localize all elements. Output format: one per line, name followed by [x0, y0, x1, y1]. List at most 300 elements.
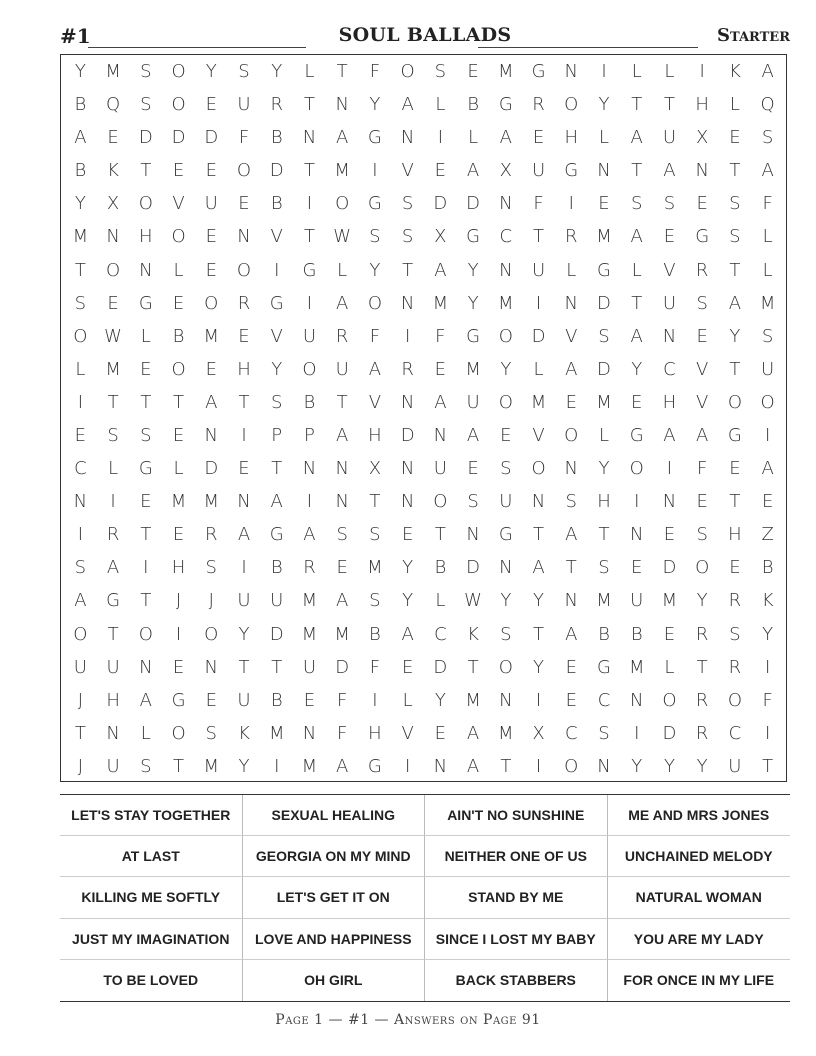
grid-letter: Q — [106, 94, 121, 116]
grid-letter: T — [762, 755, 774, 777]
grid-letter: M — [72, 226, 89, 248]
grid-letter: U — [531, 160, 546, 182]
grid-letter: Y — [696, 755, 708, 777]
grid-letter: N — [400, 458, 415, 480]
grid-letter: A — [336, 755, 349, 777]
grid-letter: O — [564, 94, 579, 116]
grid-letter: J — [77, 755, 84, 777]
grid-letter: S — [369, 590, 381, 612]
grid-letter: E — [205, 226, 217, 248]
word-list — [60, 794, 790, 1002]
grid-letter: I — [175, 623, 182, 645]
grid-letter: A — [401, 623, 414, 645]
grid-letter: R — [270, 94, 283, 116]
grid-letter: A — [106, 557, 120, 579]
grid-letter: N — [335, 458, 349, 480]
grid-letter: A — [663, 425, 676, 447]
grid-letter: U — [106, 755, 120, 777]
grid-letter: O — [564, 755, 579, 777]
grid-letter: S — [205, 557, 217, 579]
grid-letter: T — [303, 226, 315, 248]
grid-letter: B — [270, 689, 283, 711]
grid-letter: M — [268, 722, 285, 744]
header-rule-right — [478, 47, 698, 48]
grid-letter: G — [498, 524, 513, 546]
grid-letter: A — [434, 259, 447, 281]
grid-letter: V — [368, 391, 382, 413]
grid-letter: V — [270, 226, 283, 248]
grid-letter: L — [173, 259, 184, 281]
grid-letter: U — [237, 590, 251, 612]
grid-letter: D — [204, 458, 219, 480]
grid-letter: Y — [402, 557, 414, 579]
grid-letter: L — [729, 94, 740, 116]
grid-letter: N — [400, 391, 415, 413]
grid-letter: C — [728, 722, 742, 744]
grid-letter: Y — [533, 656, 545, 678]
grid-letter: M — [465, 689, 481, 711]
word-list-item: BACK STABBERS — [425, 960, 608, 1001]
grid-letter: W — [464, 590, 482, 612]
grid-letter: R — [695, 722, 709, 744]
grid-letter: U — [531, 259, 546, 281]
grid-letter: E — [696, 193, 708, 215]
grid-letter: N — [400, 292, 415, 314]
grid-letter: N — [466, 524, 480, 546]
grid-letter: P — [304, 425, 315, 447]
grid-letter: M — [628, 656, 645, 678]
grid-letter: S — [729, 193, 741, 215]
word-list-item: FOR ONCE IN MY LIFE — [623, 972, 775, 989]
grid-letter: J — [77, 689, 84, 711]
grid-letter: S — [140, 425, 152, 447]
grid-letter: E — [238, 325, 250, 347]
grid-letter: T — [238, 391, 250, 413]
grid-letter: S — [205, 722, 217, 744]
grid-letter: T — [173, 755, 185, 777]
grid-letter: N — [597, 160, 611, 182]
grid-letter: E — [205, 689, 217, 711]
grid-letter: T — [729, 491, 741, 513]
grid-letter: U — [204, 193, 218, 215]
word-list-item: YOU ARE MY LADY — [608, 919, 791, 960]
grid-letter: N — [531, 491, 546, 513]
grid-letter: V — [270, 325, 283, 347]
grid-letter: T — [565, 557, 577, 579]
grid-letter: E — [663, 524, 676, 546]
grid-letter: F — [762, 193, 773, 215]
grid-letter: T — [533, 524, 545, 546]
grid-letter: E — [205, 94, 217, 116]
grid-letter: I — [568, 193, 574, 215]
grid-letter: C — [597, 689, 611, 711]
grid-letter: K — [761, 590, 774, 612]
grid-letter: U — [335, 358, 349, 380]
grid-letter: O — [236, 259, 252, 281]
grid-letter: E — [565, 689, 577, 711]
grid-letter: S — [238, 61, 250, 83]
grid-letter: T — [173, 391, 185, 413]
grid-letter: Y — [696, 590, 708, 612]
grid-letter: G — [106, 590, 121, 612]
grid-letter: F — [696, 458, 708, 480]
grid-letter: N — [302, 458, 317, 480]
grid-letter: N — [564, 292, 578, 314]
grid-letter: O — [204, 623, 219, 645]
grid-letter: L — [631, 61, 642, 83]
grid-letter: X — [532, 722, 545, 744]
grid-letter: G — [138, 292, 153, 314]
grid-letter: S — [565, 491, 577, 513]
grid-letter: O — [564, 425, 579, 447]
grid-letter: T — [533, 623, 545, 645]
grid-letter: N — [302, 722, 317, 744]
grid-letter: V — [663, 259, 676, 281]
grid-letter: F — [336, 689, 348, 711]
grid-letter: I — [241, 557, 247, 579]
word-search-grid — [64, 55, 784, 783]
grid-letter: O — [171, 226, 186, 248]
grid-letter: N — [73, 491, 88, 513]
word-list-item: LET'S GET IT ON — [243, 877, 426, 918]
grid-letter: M — [367, 557, 383, 579]
grid-letter: I — [110, 491, 116, 513]
grid-letter: L — [402, 689, 413, 711]
grid-letter: R — [205, 524, 218, 546]
grid-letter: O — [531, 458, 546, 480]
grid-letter: N — [237, 226, 251, 248]
grid-letter: A — [630, 127, 643, 149]
grid-letter: D — [597, 292, 611, 314]
grid-letter: W — [104, 325, 122, 347]
grid-letter: Y — [434, 689, 446, 711]
grid-letter: O — [204, 292, 219, 314]
grid-letter: E — [205, 358, 217, 380]
grid-letter: N — [564, 458, 578, 480]
puzzle-number: #1 — [60, 24, 91, 48]
grid-letter: N — [662, 491, 677, 513]
grid-letter: I — [764, 656, 771, 678]
grid-letter: D — [531, 325, 546, 347]
word-search-grid-frame — [60, 54, 787, 782]
grid-letter: D — [662, 722, 677, 744]
grid-letter: T — [107, 391, 119, 413]
grid-letter: I — [535, 689, 542, 711]
grid-letter: T — [140, 524, 152, 546]
grid-letter: A — [761, 61, 774, 83]
grid-letter: N — [302, 127, 317, 149]
grid-letter: O — [236, 160, 252, 182]
grid-letter: B — [270, 557, 283, 579]
grid-letter: M — [465, 358, 481, 380]
grid-letter: O — [335, 193, 350, 215]
grid-letter: Y — [533, 590, 545, 612]
grid-letter: N — [237, 491, 251, 513]
grid-letter: S — [401, 226, 414, 248]
grid-letter: E — [434, 722, 447, 744]
puzzle-title: SOUL BALLADS — [338, 24, 512, 46]
grid-letter: L — [337, 259, 348, 281]
grid-letter: S — [74, 557, 87, 579]
grid-letter: V — [401, 160, 414, 182]
grid-letter: E — [696, 325, 708, 347]
grid-letter: O — [400, 61, 415, 83]
grid-letter: E — [172, 425, 185, 447]
grid-letter: A — [466, 755, 480, 777]
grid-letter: I — [274, 755, 280, 777]
grid-letter: O — [171, 358, 186, 380]
grid-letter: N — [433, 755, 448, 777]
word-list-item: UNCHAINED MELODY — [608, 836, 791, 877]
grid-letter: M — [203, 491, 220, 513]
word-list-item: OH GIRL — [243, 960, 426, 1001]
grid-letter: G — [629, 425, 644, 447]
grid-letter: E — [172, 656, 185, 678]
grid-letter: E — [729, 127, 741, 149]
grid-letter: T — [434, 524, 446, 546]
grid-letter: N — [433, 425, 448, 447]
grid-letter: I — [764, 722, 771, 744]
grid-letter: L — [435, 94, 446, 116]
grid-letter: M — [432, 292, 449, 314]
grid-letter: N — [106, 722, 120, 744]
grid-letter: T — [238, 656, 250, 678]
grid-letter: B — [467, 94, 479, 116]
grid-letter: E — [565, 656, 577, 678]
grid-letter: S — [761, 127, 774, 149]
grid-letter: D — [433, 656, 448, 678]
word-list-item: STAND BY ME — [425, 877, 608, 918]
grid-letter: R — [728, 656, 742, 678]
grid-letter: A — [466, 160, 480, 182]
grid-letter: B — [303, 391, 316, 413]
grid-letter: M — [596, 590, 612, 612]
grid-letter: N — [400, 491, 415, 513]
grid-letter: S — [696, 292, 708, 314]
grid-letter: Y — [369, 94, 381, 116]
grid-letter: A — [630, 325, 643, 347]
grid-letter: E — [467, 61, 479, 83]
grid-letter: W — [333, 226, 352, 248]
grid-letter: E — [761, 491, 774, 513]
grid-letter: A — [728, 292, 742, 314]
grid-letter: H — [139, 226, 153, 248]
grid-letter: M — [203, 325, 220, 347]
grid-letter: H — [171, 557, 186, 579]
grid-letter: S — [140, 61, 152, 83]
grid-letter: C — [434, 623, 447, 645]
grid-letter: U — [237, 689, 251, 711]
grid-letter: S — [729, 226, 741, 248]
grid-letter: I — [372, 689, 378, 711]
grid-letter: A — [139, 689, 152, 711]
grid-letter: E — [205, 160, 217, 182]
grid-letter: E — [631, 391, 643, 413]
grid-letter: I — [77, 524, 84, 546]
grid-letter: S — [369, 226, 381, 248]
grid-letter: I — [404, 755, 411, 777]
grid-letter: I — [372, 160, 378, 182]
grid-letter: F — [762, 689, 773, 711]
grid-letter: A — [368, 358, 382, 380]
grid-letter: E — [663, 226, 676, 248]
grid-letter: T — [336, 391, 348, 413]
grid-letter: G — [171, 689, 186, 711]
grid-letter: G — [138, 458, 153, 480]
grid-letter: R — [695, 259, 709, 281]
puzzle-header — [60, 22, 790, 52]
grid-letter: S — [467, 491, 479, 513]
grid-letter: B — [434, 557, 447, 579]
grid-letter: G — [367, 755, 382, 777]
grid-letter: U — [433, 458, 447, 480]
grid-letter: O — [433, 491, 448, 513]
grid-letter: D — [400, 425, 415, 447]
grid-letter: N — [662, 325, 677, 347]
grid-letter: B — [598, 623, 610, 645]
grid-letter: M — [596, 391, 612, 413]
grid-letter: M — [334, 160, 350, 182]
grid-letter: R — [237, 292, 251, 314]
grid-letter: S — [500, 458, 512, 480]
grid-letter: R — [303, 557, 316, 579]
grid-letter: N — [204, 425, 218, 447]
grid-letter: N — [695, 160, 709, 182]
grid-letter: G — [564, 160, 579, 182]
grid-letter: L — [598, 425, 609, 447]
word-list-item: LOVE AND HAPPINESS — [243, 919, 426, 960]
grid-letter: I — [666, 458, 673, 480]
grid-letter: E — [631, 557, 643, 579]
grid-letter: O — [171, 94, 186, 116]
grid-letter: C — [663, 358, 676, 380]
grid-letter: K — [728, 61, 741, 83]
grid-letter: E — [172, 160, 185, 182]
grid-letter: E — [107, 292, 119, 314]
grid-letter: Y — [271, 358, 283, 380]
grid-letter: E — [172, 524, 185, 546]
grid-letter: U — [302, 656, 317, 678]
grid-letter: T — [74, 722, 86, 744]
grid-letter: S — [401, 193, 414, 215]
grid-letter: F — [369, 61, 381, 83]
grid-letter: A — [401, 94, 414, 116]
word-list-item: AT LAST — [60, 836, 243, 877]
word-list-item: JUST MY IMAGINATION — [60, 919, 243, 960]
grid-letter: N — [564, 590, 578, 612]
grid-letter: T — [107, 623, 119, 645]
grid-letter: I — [601, 61, 607, 83]
grid-letter: K — [238, 722, 250, 744]
grid-letter: S — [729, 623, 741, 645]
grid-letter: E — [74, 425, 87, 447]
grid-letter: A — [466, 425, 480, 447]
grid-letter: O — [727, 391, 742, 413]
grid-letter: X — [434, 226, 447, 248]
word-list-item: GEORGIA ON MY MIND — [243, 836, 426, 877]
grid-letter: H — [237, 358, 251, 380]
grid-letter: Y — [238, 623, 250, 645]
word-list-item: KILLING ME SOFTLY — [60, 877, 243, 918]
grid-letter: E — [532, 127, 545, 149]
grid-letter: I — [535, 292, 542, 314]
grid-letter: A — [696, 425, 709, 447]
grid-letter: O — [73, 623, 88, 645]
grid-letter: I — [274, 259, 280, 281]
grid-letter: A — [74, 127, 87, 149]
grid-letter: N — [400, 127, 415, 149]
grid-letter: U — [73, 656, 87, 678]
grid-letter: I — [634, 722, 640, 744]
grid-letter: S — [598, 325, 610, 347]
grid-letter: N — [335, 94, 349, 116]
grid-letter: U — [302, 325, 317, 347]
grid-letter: Y — [729, 325, 741, 347]
grid-letter: T — [663, 94, 675, 116]
grid-letter: M — [661, 590, 678, 612]
grid-letter: K — [467, 623, 479, 645]
grid-letter: A — [630, 226, 643, 248]
grid-letter: Y — [663, 755, 675, 777]
grid-letter: T — [303, 94, 315, 116]
grid-letter: T — [336, 61, 348, 83]
grid-letter: L — [173, 458, 184, 480]
grid-letter: M — [530, 391, 547, 413]
grid-letter: Y — [631, 755, 643, 777]
grid-letter: T — [467, 656, 479, 678]
grid-letter: E — [565, 391, 577, 413]
grid-letter: N — [335, 491, 349, 513]
grid-letter: J — [175, 590, 182, 612]
grid-letter: F — [336, 722, 348, 744]
grid-letter: I — [535, 755, 542, 777]
grid-letter: T — [631, 94, 643, 116]
grid-letter: F — [533, 193, 544, 215]
grid-letter: T — [303, 160, 315, 182]
header-rule-left — [88, 47, 306, 48]
grid-letter: E — [140, 358, 152, 380]
grid-letter: E — [434, 160, 447, 182]
grid-letter: I — [306, 193, 313, 215]
grid-letter: S — [434, 61, 447, 83]
grid-letter: B — [630, 623, 643, 645]
grid-letter: S — [107, 425, 119, 447]
grid-letter: D — [204, 127, 219, 149]
grid-letter: Y — [369, 259, 381, 281]
grid-letter: A — [205, 391, 218, 413]
grid-letter: E — [140, 491, 152, 513]
grid-letter: U — [662, 127, 677, 149]
grid-letter: S — [500, 623, 512, 645]
grid-letter: L — [566, 259, 577, 281]
word-list-item: SINCE I LOST MY BABY — [425, 919, 608, 960]
grid-letter: U — [499, 491, 513, 513]
grid-letter: X — [696, 127, 709, 149]
grid-letter: I — [306, 491, 313, 513]
grid-letter: A — [532, 557, 545, 579]
grid-letter: Y — [467, 259, 479, 281]
grid-letter: Y — [500, 590, 512, 612]
grid-letter: L — [664, 61, 675, 83]
grid-letter: U — [466, 391, 480, 413]
grid-letter: G — [302, 259, 317, 281]
grid-letter: F — [435, 325, 446, 347]
grid-letter: N — [139, 656, 153, 678]
grid-letter: L — [664, 656, 675, 678]
page-footer: Page 1 — #1 — Answers on Page 91 — [275, 1012, 541, 1028]
grid-letter: E — [205, 259, 217, 281]
grid-letter: R — [106, 524, 120, 546]
